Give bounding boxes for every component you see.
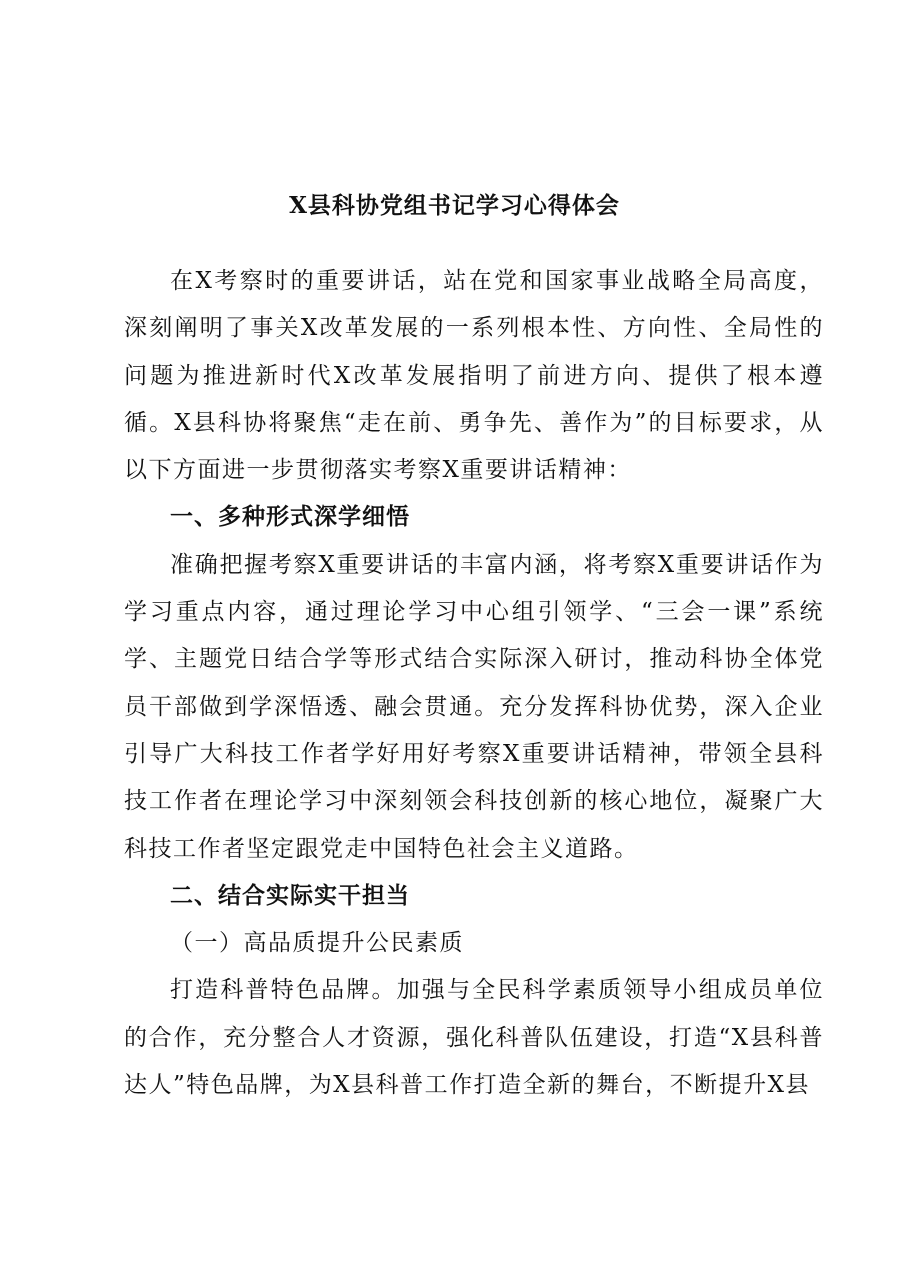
section-heading-1: 一、多种形式深学细悟 [170, 504, 410, 531]
paragraph-intro: 在X考察时的重要讲话，站在党和国家事业战略全局高度，深刻阐明了事关X改革发展的一系列根本性、方向性、全局性的问题为推进新时代X改革发展指明了前进方向、提供了根本遵循。X县科协将聚焦“走在前、勇争先、善作为”的目标要求，从以下方面进一步贯彻落实考察X重要讲话精神： [124, 268, 824, 484]
subsection-heading-1: （一）高品质提升公民素质 [170, 930, 464, 957]
document-body [124, 258, 824, 1109]
paragraph-section-1: 准确把握考察X重要讲话的丰富内涵，将考察X重要讲话作为学习重点内容，通过理论学习中心组引领学、“三会一课”系统学、主题党日结合学等形式结合实际深入研讨，推动科协全体党员干部做到学深悟透、融会贯通。充分发挥科协优势，深入企业引导广大科技工作者学好用好考察X重要讲话精神，带领全县科技工作者在理论学习中深刻领会科技创新的核心地位，凝聚广大科技工作者坚定跟党走中国特色社会主义道路。 [124, 551, 824, 862]
document-title: X县科协党组书记学习心得体会 [289, 192, 620, 219]
paragraph-subsection-1: 打造科普特色品牌。加强与全民科学素质领导小组成员单位的合作，充分整合人才资源，强化科普队伍建设，打造“X县科普达人”特色品牌，为X县科普工作打造全新的舞台，不断提升X县 [124, 977, 824, 1099]
section-heading-2: 二、结合实际实干担当 [170, 882, 410, 909]
